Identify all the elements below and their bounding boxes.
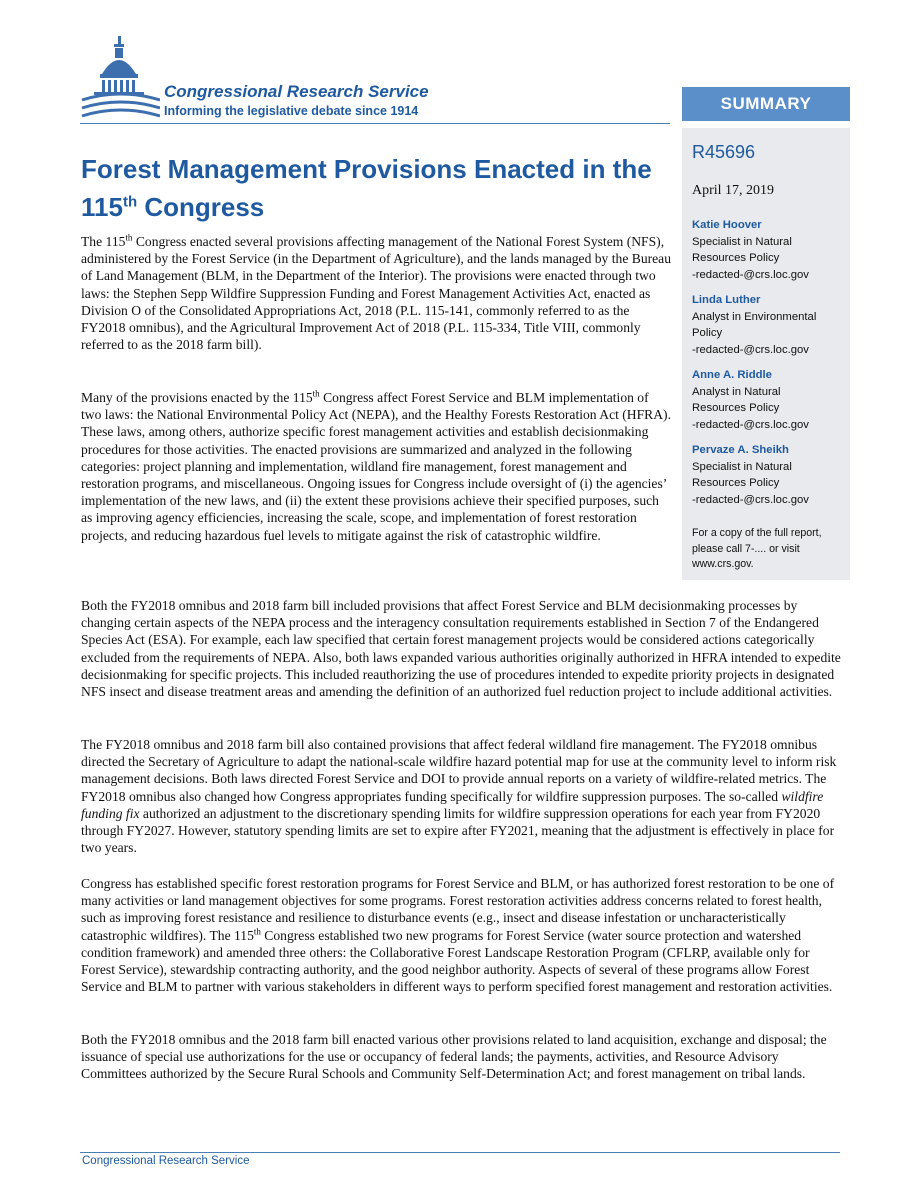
org-name: Congressional Research Service bbox=[164, 82, 429, 101]
capitol-dome-icon bbox=[80, 34, 160, 126]
author-title-line: Specialist in Natural bbox=[692, 235, 792, 248]
author-email[interactable]: -redacted-@crs.loc.gov bbox=[692, 268, 809, 281]
crs-logo bbox=[80, 34, 480, 126]
org-tagline: Informing the legislative debate since 1914 bbox=[164, 104, 419, 118]
report-date: April 17, 2019 bbox=[692, 183, 775, 198]
author-email[interactable]: -redacted-@crs.loc.gov bbox=[692, 493, 809, 506]
footer-divider bbox=[80, 1152, 840, 1153]
summary-paragraph-2: Many of the provisions enacted by the 115th Congress affect Forest Service and BLM implementation of two laws: the National Environmental Policy Act (NEPA), and the Healthy Forests Restoration Act (HFRA). These laws, among others, authorize specific forest management activities and establish decisionmaking procedures for those activities. The enacted provisions are summarized and analyzed in the following categories: project planning and implementation, wildland fire management, forest management and restoration programs, and miscellaneous. Ongoing issues for Congress include oversight of (i) the agencies’ implementation of the new laws, and (ii) the extent these provisions achieve their specified purposes, such as improving agency efficiencies, increasing the scale, scope, and implementation of forest restoration projects, and reducing hazardous fuel levels to mitigate against the risk of catastrophic wildfire. bbox=[81, 388, 671, 543]
author-name: Pervaze A. Sheikh bbox=[692, 444, 789, 456]
footer-org-name: Congressional Research Service bbox=[82, 1155, 250, 1167]
author-block bbox=[692, 367, 844, 433]
title-rest: Congress bbox=[137, 192, 265, 222]
title-suffix: th bbox=[122, 193, 138, 211]
author-title-line: Policy bbox=[692, 327, 723, 339]
summary-paragraph-3: Both the FY2018 omnibus and 2018 farm bill included provisions that affect Forest Service and BLM decisionmaking processes by changing certain aspects of the NEPA process and the interagency consultation requirements established in Section 7 of the Endangered Species Act (ESA). For example, each law specified that certain forest management projects would be considered actions categorically excluded from the requirements of NEPA. Also, both laws expanded various authorities originally authorized in HFRA intended to expedite decisionmaking for specific projects. This included reauthorizing the use of procedures intended to expedite priority projects in designated NFS insect and disease treatment areas and amending the definition of an authorized fuel reduction project to include additional activities. bbox=[81, 598, 841, 700]
author-name: Linda Luther bbox=[692, 294, 761, 306]
page-title bbox=[81, 150, 681, 226]
title-line-1: Forest Management Provisions Enacted in the bbox=[81, 154, 652, 184]
header-divider bbox=[80, 123, 670, 124]
author-title-line: Resources Policy bbox=[692, 402, 780, 414]
author-title-line: Analyst in Natural bbox=[692, 385, 781, 398]
author-title-line: Resources Policy bbox=[692, 252, 780, 264]
report-number: R45696 bbox=[692, 142, 756, 162]
full-report-note: For a copy of the full report, please call 7-.... or visit www.crs.gov. bbox=[692, 527, 822, 570]
title-number: 115 bbox=[81, 192, 123, 222]
summary-paragraph-4: The FY2018 omnibus and 2018 farm bill also contained provisions that affect federal wildland fire management. The FY2018 omnibus directed the Secretary of Agriculture to adapt the national-scale wildfire hazard potential map for use at the community level to inform risk management decisions. Both laws directed Forest Service and DOI to provide annual reports on a variety of wildfire-related metrics. The FY2018 omnibus also changed how Congress appropriates funding specifically for wildfire suppression purposes. The so-called wildfire funding fix authorized an adjustment to the discretionary spending limits for wildfire suppression operations for each year from FY2020 through FY2027. However, statutory spending limits are set to expire after FY2021, meaning that the adjustment is effectively in place for two years. bbox=[81, 737, 837, 856]
author-block bbox=[692, 292, 844, 358]
author-email[interactable]: -redacted-@crs.loc.gov bbox=[692, 343, 809, 356]
author-block bbox=[692, 442, 844, 508]
summary-paragraph-5: Congress has established specific forest restoration programs for Forest Service and BLM, or has authorized forest restoration to be one of many activities or land management objectives for some programs. Forest restoration activities address concerns related to forest health, such as improving forest resistance and resilience to disturbance events (e.g., insect and disease infestation or uncharacteristically catastrophic wildfires). The 115th Congress established two new programs for Forest Service (water source protection and watershed condition framework) and amended three others: the Collaborative Forest Landscape Restoration Program (CFLRP, available only for Forest Service), stewardship contracting authority, and the good neighbor authority. Aspects of several of these programs allow Forest Service and BLM to partner with various stakeholders in different ways to perform specified forest management and restoration activities. bbox=[81, 876, 835, 995]
author-block bbox=[692, 217, 844, 283]
summary-label: SUMMARY bbox=[682, 87, 850, 121]
author-title-line: Analyst in Environmental bbox=[692, 310, 817, 323]
author-email[interactable]: -redacted-@crs.loc.gov bbox=[692, 418, 809, 431]
summary-paragraph-1: The 115th Congress enacted several provisions affecting management of the National Forest System (NFS), administered by the Forest Service (in the Department of Agriculture), and the lands managed by the Bureau of Land Management (BLM, in the Department of the Interior). The provisions were enacted through two laws: the Stephen Sepp Wildfire Suppression Funding and Forest Management Activities Act, enacted as Division O of the Consolidated Appropriations Act, 2018 (P.L. 115-141, commonly referred to as the FY2018 omnibus), and the Agricultural Improvement Act of 2018 (P.L. 115-334, Title VIII, commonly referred to as the 2018 farm bill). bbox=[81, 232, 672, 353]
author-name: Anne A. Riddle bbox=[692, 369, 772, 381]
summary-paragraph-6: Both the FY2018 omnibus and the 2018 farm bill enacted various other provisions related to land acquisition, exchange and disposal; the issuance of special use authorizations for the use or occupancy of federal lands; the payments, activities, and Resource Advisory Committees authorized by the Secure Rural Schools and Community Self-Determination Act; and forest management on tribal lands. bbox=[81, 1032, 827, 1082]
author-name: Katie Hoover bbox=[692, 219, 762, 231]
author-title-line: Specialist in Natural bbox=[692, 460, 792, 473]
author-title-line: Resources Policy bbox=[692, 477, 780, 489]
